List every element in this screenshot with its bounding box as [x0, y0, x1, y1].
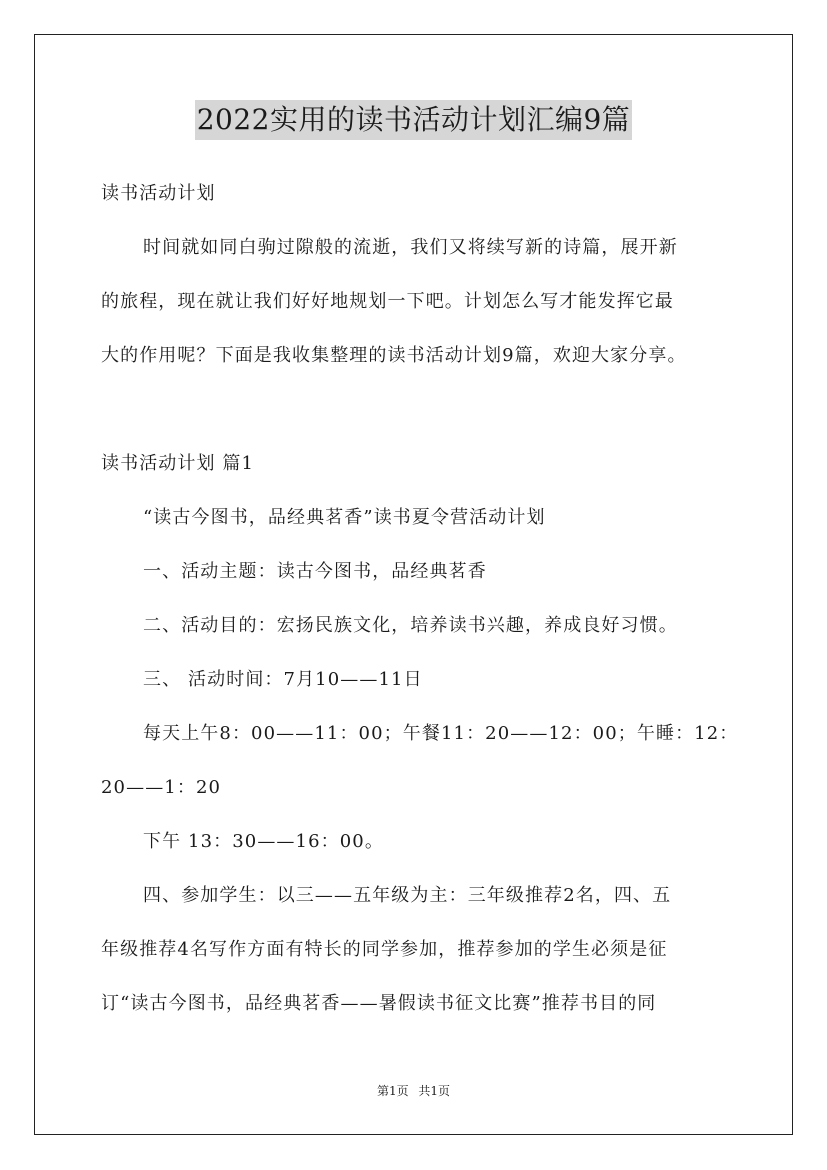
- intro-paragraph-line: 大的作用呢？下面是我收集整理的读书活动计划9篇，欢迎大家分享。: [101, 345, 687, 366]
- section-heading: 读书活动计划: [101, 183, 216, 204]
- page-total: 共1页: [418, 1084, 451, 1098]
- intro-paragraph-line: 时间就如同白驹过隙般的流逝，我们又将续写新的诗篇，展开新: [143, 237, 678, 258]
- participants-line: 四、参加学生：以三——五年级为主：三年级推荐2名，四、五: [143, 885, 672, 906]
- daily-schedule-line: 每天上午8：00——11：00；午餐11：20——12：00；午睡：12：: [143, 723, 739, 744]
- page-footer: [0, 1083, 827, 1099]
- title-container: [0, 100, 827, 140]
- afternoon-schedule: 下午 13：30——16：00。: [143, 831, 384, 852]
- participants-line: 订“读古今图书，品经典茗香——暑假读书征文比赛”推荐书目的同: [101, 993, 657, 1014]
- activity-purpose: 二、活动目的：宏扬民族文化，培养读书兴趣，养成良好习惯。: [143, 615, 678, 636]
- plan-title: “读古今图书，品经典茗香”读书夏令营活动计划: [143, 507, 546, 528]
- intro-paragraph-line: 的旅程，现在就让我们好好地规划一下吧。计划怎么写才能发挥它最: [101, 291, 674, 312]
- page-number: 第1页: [376, 1084, 409, 1098]
- chapter-heading: 读书活动计划 篇1: [101, 453, 255, 474]
- daily-schedule-line: 20——1：20: [101, 777, 222, 798]
- document-title: 2022实用的读书活动计划汇编9篇: [195, 100, 633, 140]
- activity-time: 三、 活动时间：7月10——11日: [143, 669, 423, 690]
- activity-theme: 一、活动主题：读古今图书，品经典茗香: [143, 561, 487, 582]
- participants-line: 年级推荐4名写作方面有特长的同学参加，推荐参加的学生必须是征: [101, 939, 668, 960]
